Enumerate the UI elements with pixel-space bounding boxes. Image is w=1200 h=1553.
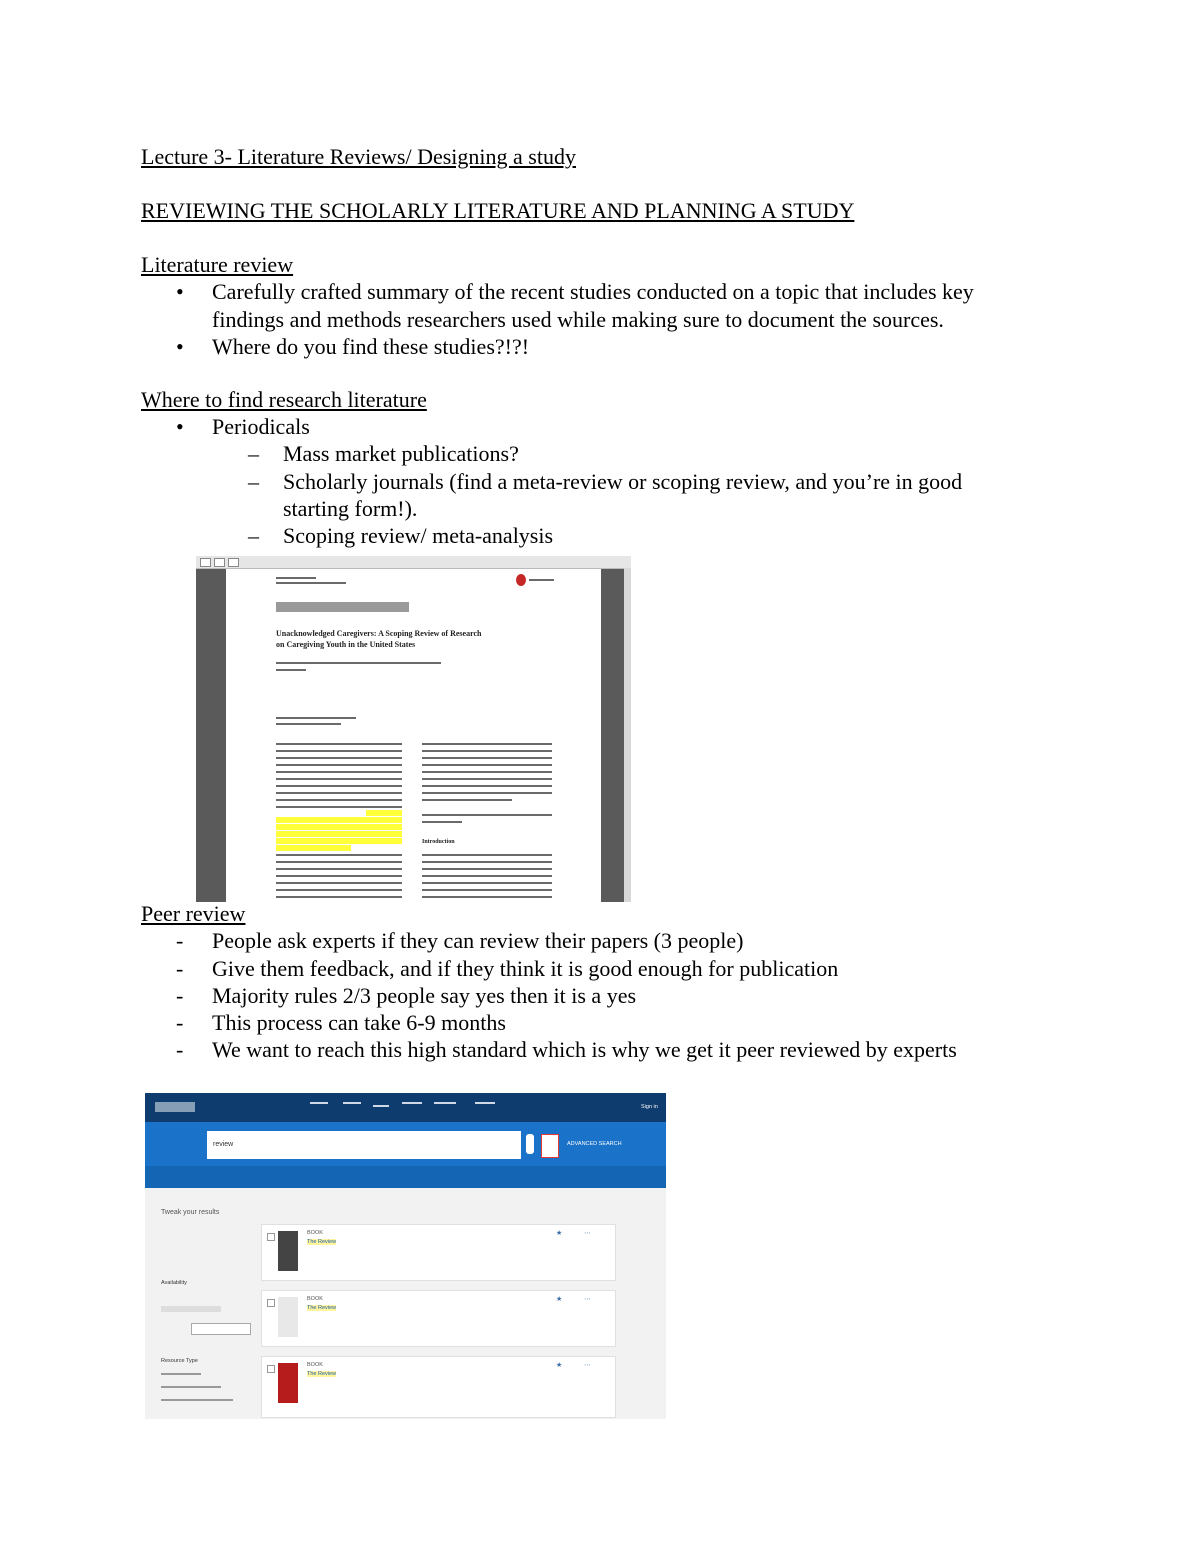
book-cover — [278, 1297, 298, 1337]
crossmark-icon — [516, 574, 526, 586]
lit-review-item-2: Where do you find these studies?!?! — [212, 334, 530, 359]
result-type: BOOK — [307, 1230, 323, 1236]
result-card[interactable] — [261, 1290, 616, 1347]
resource-type-heading: Resource Type — [161, 1358, 198, 1364]
periodicals-sub-2-line-1: Scholarly journals (find a meta-review or scoping review, and you’re in good — [283, 469, 963, 494]
lit-review-item-1-line-2: findings and methods researchers used while making sure to document the sources. — [212, 307, 944, 332]
peer-reviewed-tooltip — [191, 1323, 251, 1335]
highlight — [276, 838, 402, 844]
result-card[interactable] — [261, 1356, 616, 1418]
result-checkbox[interactable] — [267, 1365, 275, 1373]
lit-review-item-1-line-1: Carefully crafted summary of the recent studies conducted on a topic that includes key — [212, 279, 974, 304]
highlight — [276, 817, 402, 823]
library-search-screenshot — [145, 1093, 666, 1419]
dash-marker: - — [176, 983, 184, 1008]
more-icon[interactable]: ⋯ — [584, 1296, 591, 1303]
search-input[interactable] — [207, 1131, 521, 1159]
microphone-icon[interactable] — [526, 1134, 534, 1154]
dash-marker: – — [248, 523, 259, 548]
where-heading: Where to find research literature — [141, 387, 427, 412]
search-button[interactable] — [541, 1134, 559, 1158]
search-value: review — [213, 1141, 234, 1148]
sign-in-link[interactable]: Sign in — [641, 1104, 658, 1110]
periodicals-sub-1: Mass market publications? — [283, 441, 519, 466]
pin-icon[interactable]: ★ — [556, 1296, 563, 1303]
dash-marker: - — [176, 956, 184, 981]
pdf-toolbar — [196, 556, 631, 569]
book-cover — [278, 1231, 298, 1271]
pin-icon[interactable]: ★ — [556, 1362, 563, 1369]
advanced-search-link[interactable]: ADVANCED SEARCH — [567, 1141, 622, 1147]
highlight — [276, 824, 402, 830]
periodicals-item: Periodicals — [212, 414, 310, 439]
peer-item-5: We want to reach this high standard which is why we get it peer reviewed by experts — [212, 1037, 957, 1062]
library-header — [145, 1093, 666, 1122]
peer-item-4: This process can take 6-9 months — [212, 1010, 506, 1035]
result-title[interactable]: The Review — [307, 1239, 337, 1245]
result-title[interactable]: The Review — [307, 1305, 337, 1311]
bullet-marker: • — [176, 414, 184, 439]
article-title-line-2: on Caregiving Youth in the United States — [276, 640, 416, 649]
peer-item-1: People ask experts if they can review their papers (3 people) — [212, 928, 744, 953]
result-checkbox[interactable] — [267, 1299, 275, 1307]
dash-marker: – — [248, 441, 259, 466]
pdf-page — [226, 569, 601, 902]
tweak-results-heading: Tweak your results — [161, 1209, 220, 1216]
introduction-heading: Introduction — [422, 839, 455, 845]
peer-item-3: Majority rules 2/3 people say yes then it is a yes — [212, 983, 637, 1008]
highlight — [366, 810, 402, 816]
page-icon — [214, 558, 225, 567]
page-title: Lecture 3- Literature Reviews/ Designing a study — [141, 144, 576, 169]
book-cover — [278, 1363, 298, 1403]
result-card[interactable] — [261, 1224, 616, 1281]
scrollbar[interactable] — [624, 568, 631, 902]
save-icon — [228, 558, 239, 567]
peer-review-heading: Peer review — [141, 901, 246, 926]
result-title[interactable]: The Review — [307, 1371, 337, 1377]
library-logo — [155, 1102, 195, 1112]
availability-heading: Availability — [161, 1280, 187, 1286]
result-type: BOOK — [307, 1296, 323, 1302]
more-icon[interactable]: ⋯ — [584, 1362, 591, 1369]
article-title-line-1: Unacknowledged Caregivers: A Scoping Review of Research — [276, 629, 482, 638]
article-type-band — [276, 602, 409, 612]
bullet-marker: • — [176, 334, 184, 359]
dash-marker: - — [176, 1010, 184, 1035]
sign-in-banner — [145, 1166, 666, 1188]
pin-icon[interactable]: ★ — [556, 1230, 563, 1237]
peer-item-2: Give them feedback, and if they think it is good enough for publication — [212, 956, 839, 981]
document-subtitle: REVIEWING THE SCHOLARLY LITERATURE AND PLANNING A STUDY — [141, 198, 855, 223]
highlight — [276, 831, 402, 837]
highlight — [276, 845, 351, 851]
peer-reviewed-filter[interactable] — [161, 1306, 221, 1312]
pdf-article-screenshot — [196, 556, 631, 902]
more-icon[interactable]: ⋯ — [584, 1230, 591, 1237]
result-type: BOOK — [307, 1362, 323, 1368]
bullet-marker: • — [176, 279, 184, 304]
periodicals-sub-3: Scoping review/ meta-analysis — [283, 523, 554, 548]
lit-review-heading: Literature review — [141, 252, 294, 277]
result-checkbox[interactable] — [267, 1233, 275, 1241]
periodicals-sub-2-line-2: starting form!). — [283, 496, 418, 521]
dash-marker: - — [176, 928, 184, 953]
dash-marker: – — [248, 469, 259, 494]
back-icon — [200, 558, 211, 567]
dash-marker: - — [176, 1037, 184, 1062]
